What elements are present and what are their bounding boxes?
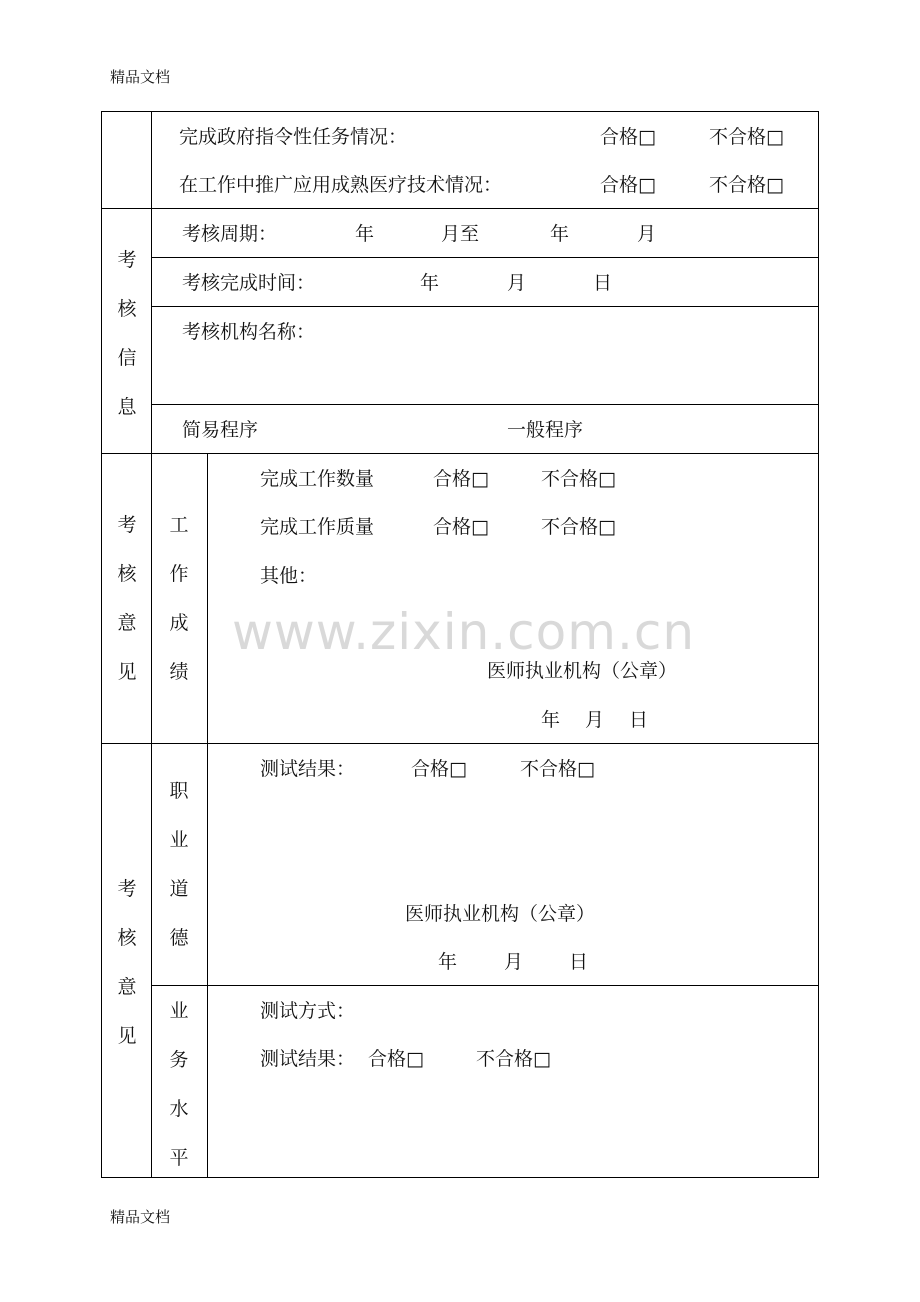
period-month2[interactable]: 月 bbox=[637, 223, 657, 245]
assessment-info-side-label: 考 核 信 息 bbox=[117, 249, 137, 418]
simple-procedure-option[interactable]: 简易程序 bbox=[182, 419, 259, 441]
ethics-date-day[interactable]: 日 bbox=[569, 951, 589, 973]
work-quality-label: 完成工作质量 bbox=[260, 516, 375, 538]
ethics-opinion-side-label: 考 核 意 见 bbox=[117, 878, 137, 1047]
period-year1[interactable]: 年 bbox=[355, 223, 375, 245]
gov-task-fail-checkbox[interactable]: 不合格□ bbox=[709, 126, 784, 148]
period-label: 考核周期： bbox=[182, 223, 278, 245]
work-quantity-fail-checkbox[interactable]: 不合格□ bbox=[541, 468, 616, 490]
tech-promotion-label: 在工作中推广应用成熟医疗技术情况： bbox=[179, 174, 503, 196]
divider bbox=[102, 453, 818, 454]
ethics-fail-checkbox[interactable]: 不合格□ bbox=[520, 758, 595, 780]
ethics-seal-label: 医师执业机构（公章） bbox=[405, 903, 596, 925]
divider bbox=[102, 743, 818, 744]
work-quantity-pass-checkbox[interactable]: 合格□ bbox=[433, 468, 489, 490]
divider bbox=[207, 453, 208, 1178]
business-test-method-label: 测试方式： bbox=[260, 1000, 356, 1022]
business-fail-checkbox[interactable]: 不合格□ bbox=[476, 1048, 551, 1070]
ethics-pass-checkbox[interactable]: 合格□ bbox=[411, 758, 467, 780]
work-quality-fail-checkbox[interactable]: 不合格□ bbox=[541, 516, 616, 538]
business-pass-checkbox[interactable]: 合格□ bbox=[368, 1048, 424, 1070]
gov-task-pass-checkbox[interactable]: 合格□ bbox=[600, 126, 656, 148]
work-performance-label: 工 作 成 绩 bbox=[169, 514, 189, 683]
completion-day[interactable]: 日 bbox=[593, 272, 613, 294]
professional-ethics-label: 职 业 道 德 bbox=[169, 780, 189, 949]
work-date-month[interactable]: 月 bbox=[585, 709, 605, 731]
work-quantity-label: 完成工作数量 bbox=[260, 468, 375, 490]
period-month-to[interactable]: 月至 bbox=[441, 223, 480, 245]
completion-month[interactable]: 月 bbox=[507, 272, 527, 294]
divider bbox=[152, 404, 818, 405]
tech-promotion-fail-checkbox[interactable]: 不合格□ bbox=[709, 174, 784, 196]
ethics-date-year[interactable]: 年 bbox=[438, 951, 458, 973]
tech-promotion-pass-checkbox[interactable]: 合格□ bbox=[600, 174, 656, 196]
page-header: 精品文档 bbox=[110, 68, 171, 86]
institution-label: 考核机构名称： bbox=[182, 321, 316, 343]
divider bbox=[152, 306, 818, 307]
divider bbox=[152, 257, 818, 258]
page-footer: 精品文档 bbox=[110, 1208, 171, 1226]
completion-year[interactable]: 年 bbox=[420, 272, 440, 294]
work-date-day[interactable]: 日 bbox=[629, 709, 649, 731]
work-opinion-side-label: 考 核 意 见 bbox=[117, 514, 137, 683]
work-date-year[interactable]: 年 bbox=[541, 709, 561, 731]
work-other-label: 其他： bbox=[260, 565, 318, 587]
work-quality-pass-checkbox[interactable]: 合格□ bbox=[433, 516, 489, 538]
business-test-result-label: 测试结果： bbox=[260, 1048, 356, 1070]
completion-time-label: 考核完成时间： bbox=[182, 272, 316, 294]
watermark: www.zixin.com.cn bbox=[232, 603, 696, 661]
period-year2[interactable]: 年 bbox=[550, 223, 570, 245]
ethics-test-result-label: 测试结果： bbox=[260, 758, 356, 780]
divider bbox=[151, 112, 152, 1178]
work-seal-label: 医师执业机构（公章） bbox=[487, 660, 678, 682]
business-level-label: 业 务 水 平 bbox=[169, 1000, 189, 1169]
divider bbox=[152, 985, 818, 986]
ethics-date-month[interactable]: 月 bbox=[504, 951, 524, 973]
gov-task-label: 完成政府指令性任务情况： bbox=[179, 126, 408, 148]
divider bbox=[102, 208, 818, 209]
general-procedure-option[interactable]: 一般程序 bbox=[507, 419, 584, 441]
